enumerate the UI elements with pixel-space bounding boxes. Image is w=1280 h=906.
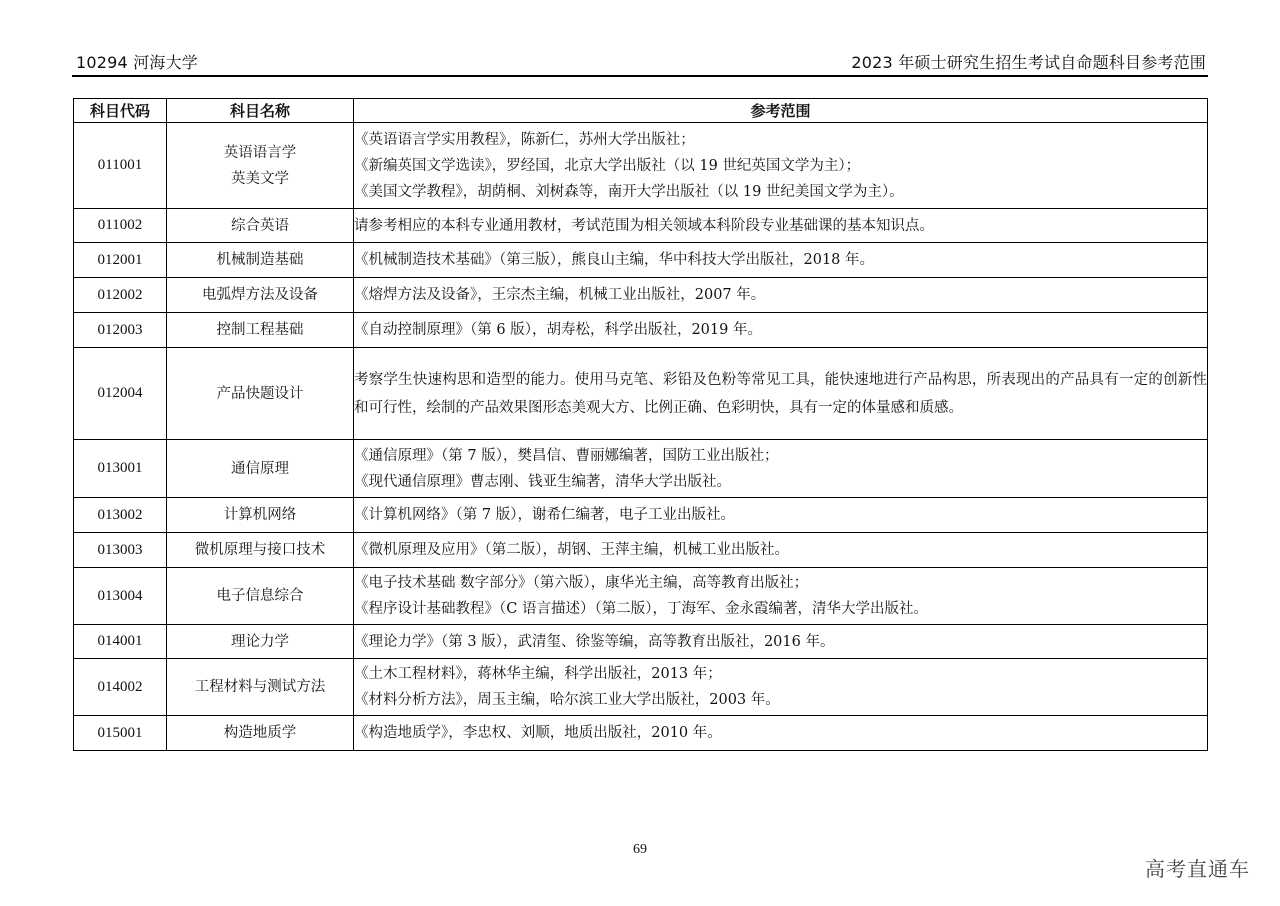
- subject-name-line: 电弧焊方法及设备: [202, 287, 318, 303]
- reference-scope: [354, 659, 1208, 716]
- table-row: [74, 533, 1208, 568]
- reference-line: 《计算机网络》（第 7 版），谢希仁编著，电子工业出版社。: [354, 507, 735, 523]
- reference-line: 《电子技术基础 数字部分》（第六版），康华光主编，高等教育出版社；: [354, 575, 809, 591]
- reference-scope: [354, 533, 1208, 568]
- reference-line: 《机械制造技术基础》（第三版），熊良山主编，华中科技大学出版社，2018 年。: [354, 252, 875, 268]
- subject-name-line: 通信原理: [231, 460, 289, 477]
- table-row: [74, 498, 1208, 533]
- reference-scope: [354, 123, 1208, 209]
- table-row: [74, 123, 1208, 209]
- reference-line: 《土木工程材料》，蒋林华主编，科学出版社，2013 年；: [354, 666, 722, 682]
- subject-name-line: 机械制造基础: [216, 252, 304, 268]
- subject-code: 013003: [74, 533, 167, 568]
- reference-line: 《美国文学教程》，胡荫桐、刘树森等，南开大学出版社（以 19 世纪美国文学为主）。: [354, 183, 904, 200]
- header-document-title: 2023 年硕士研究生招生考试自命题科目参考范围: [851, 53, 1206, 72]
- reference-line: 《材料分析方法》，周玉主编，哈尔滨工业大学出版社，2003 年。: [354, 692, 780, 708]
- subject-name: [167, 568, 354, 625]
- subject-name: [167, 533, 354, 568]
- subject-name: [167, 278, 354, 313]
- reference-line: 《英语语言学实用教程》，陈新仁，苏州大学出版社；: [354, 131, 695, 148]
- subject-name-line: 英语语言学: [223, 144, 297, 161]
- subject-code: 012003: [74, 313, 167, 348]
- subject-name-line: 产品快题设计: [216, 385, 304, 402]
- subject-code: 014002: [74, 659, 167, 716]
- table-row: [74, 348, 1208, 440]
- reference-scope: [354, 278, 1208, 313]
- column-header-range: 参考范围: [354, 99, 1208, 123]
- subject-code: 013004: [74, 568, 167, 625]
- subject-name: [167, 498, 354, 533]
- subject-code: 012001: [74, 243, 167, 278]
- subject-name: [167, 348, 354, 440]
- reference-scope: [354, 209, 1208, 243]
- table-row: [74, 625, 1208, 659]
- subject-code: 015001: [74, 716, 167, 751]
- subject-name-line: 理论力学: [231, 633, 289, 650]
- subject-code: 013001: [74, 440, 167, 498]
- table-row: [74, 440, 1208, 498]
- subject-code: 011002: [74, 209, 167, 243]
- subject-name: [167, 123, 354, 209]
- reference-scope: [354, 716, 1208, 751]
- subject-name: [167, 625, 354, 659]
- column-header-code: 科目代码: [74, 99, 167, 123]
- table-row: [74, 313, 1208, 348]
- subject-name-line: 微机原理与接口技术: [194, 542, 326, 558]
- table-row: [74, 716, 1208, 751]
- reference-scope: [354, 498, 1208, 533]
- reference-scope: [354, 625, 1208, 659]
- reference-line: 《现代通信原理》曹志刚、钱亚生编著，清华大学出版社。: [354, 473, 731, 490]
- subject-name: [167, 440, 354, 498]
- header-divider: [72, 75, 1208, 77]
- table-row: [74, 278, 1208, 313]
- subject-code: 011001: [74, 123, 167, 209]
- reference-paragraph: 考察学生快速构思和造型的能力。使用马克笔、彩铅及色粉等常见工具，能快速地进行产品构思，所表现出的产品具有一定的创新性和可行性，绘制的产品效果图形态美观大方、比例正确、色彩明快，具有一定的体量感和质感。: [354, 371, 1207, 416]
- subject-name-line: 构造地质学: [223, 725, 297, 741]
- subject-name: [167, 716, 354, 751]
- table-row: [74, 243, 1208, 278]
- watermark-logo: 高考直通车: [1145, 857, 1250, 881]
- reference-line: 《程序设计基础教程》（C 语言描述）（第二版），丁海军、金永霞编著，清华大学出版社。: [354, 601, 928, 617]
- subject-name: [167, 243, 354, 278]
- subject-name-line: 电子信息综合: [216, 588, 304, 604]
- reference-scope: [354, 568, 1208, 625]
- reference-line: 《微机原理及应用》（第二版），胡钢、王萍主编，机械工业出版社。: [354, 542, 789, 558]
- subject-name-line: 英美文学: [231, 170, 289, 187]
- subject-name-line: 控制工程基础: [216, 322, 304, 338]
- reference-line: 《构造地质学》，李忠权、刘顺，地质出版社，2010 年。: [354, 725, 722, 741]
- reference-scope: [354, 313, 1208, 348]
- subject-name: [167, 313, 354, 348]
- subject-table: [73, 98, 1208, 751]
- column-header-name: 科目名称: [167, 99, 354, 123]
- table-row: [74, 568, 1208, 625]
- subject-name-line: 综合英语: [231, 217, 289, 234]
- subject-code: 013002: [74, 498, 167, 533]
- reference-line: 《自动控制原理》（第 6 版），胡寿松，科学出版社，2019 年。: [354, 322, 762, 338]
- reference-line: 《新编英国文学选读》，罗经国，北京大学出版社（以 19 世纪英国文学为主）；: [354, 157, 861, 174]
- reference-line: 《通信原理》（第 7 版），樊昌信、曹丽娜编著，国防工业出版社；: [354, 447, 779, 464]
- subject-name-line: 计算机网络: [223, 507, 297, 523]
- subject-name: [167, 209, 354, 243]
- subject-code: 012002: [74, 278, 167, 313]
- reference-scope: [354, 440, 1208, 498]
- reference-scope: [354, 348, 1208, 440]
- reference-line: 《熔焊方法及设备》，王宗杰主编，机械工业出版社，2007 年。: [354, 287, 766, 303]
- subject-code: 012004: [74, 348, 167, 440]
- header-school: 10294 河海大学: [76, 53, 198, 72]
- subject-name-line: 工程材料与测试方法: [194, 679, 326, 695]
- reference-line: 《理论力学》（第 3 版），武清玺、徐鉴等编，高等教育出版社，2016 年。: [354, 633, 835, 650]
- page-number: 69: [633, 842, 647, 857]
- subject-code: 014001: [74, 625, 167, 659]
- reference-line: 请参考相应的本科专业通用教材，考试范围为相关领域本科阶段专业基础课的基本知识点。: [354, 217, 934, 234]
- table-header-row: [74, 99, 1208, 123]
- table-row: [74, 209, 1208, 243]
- table-row: [74, 659, 1208, 716]
- reference-scope: [354, 243, 1208, 278]
- subject-name: [167, 659, 354, 716]
